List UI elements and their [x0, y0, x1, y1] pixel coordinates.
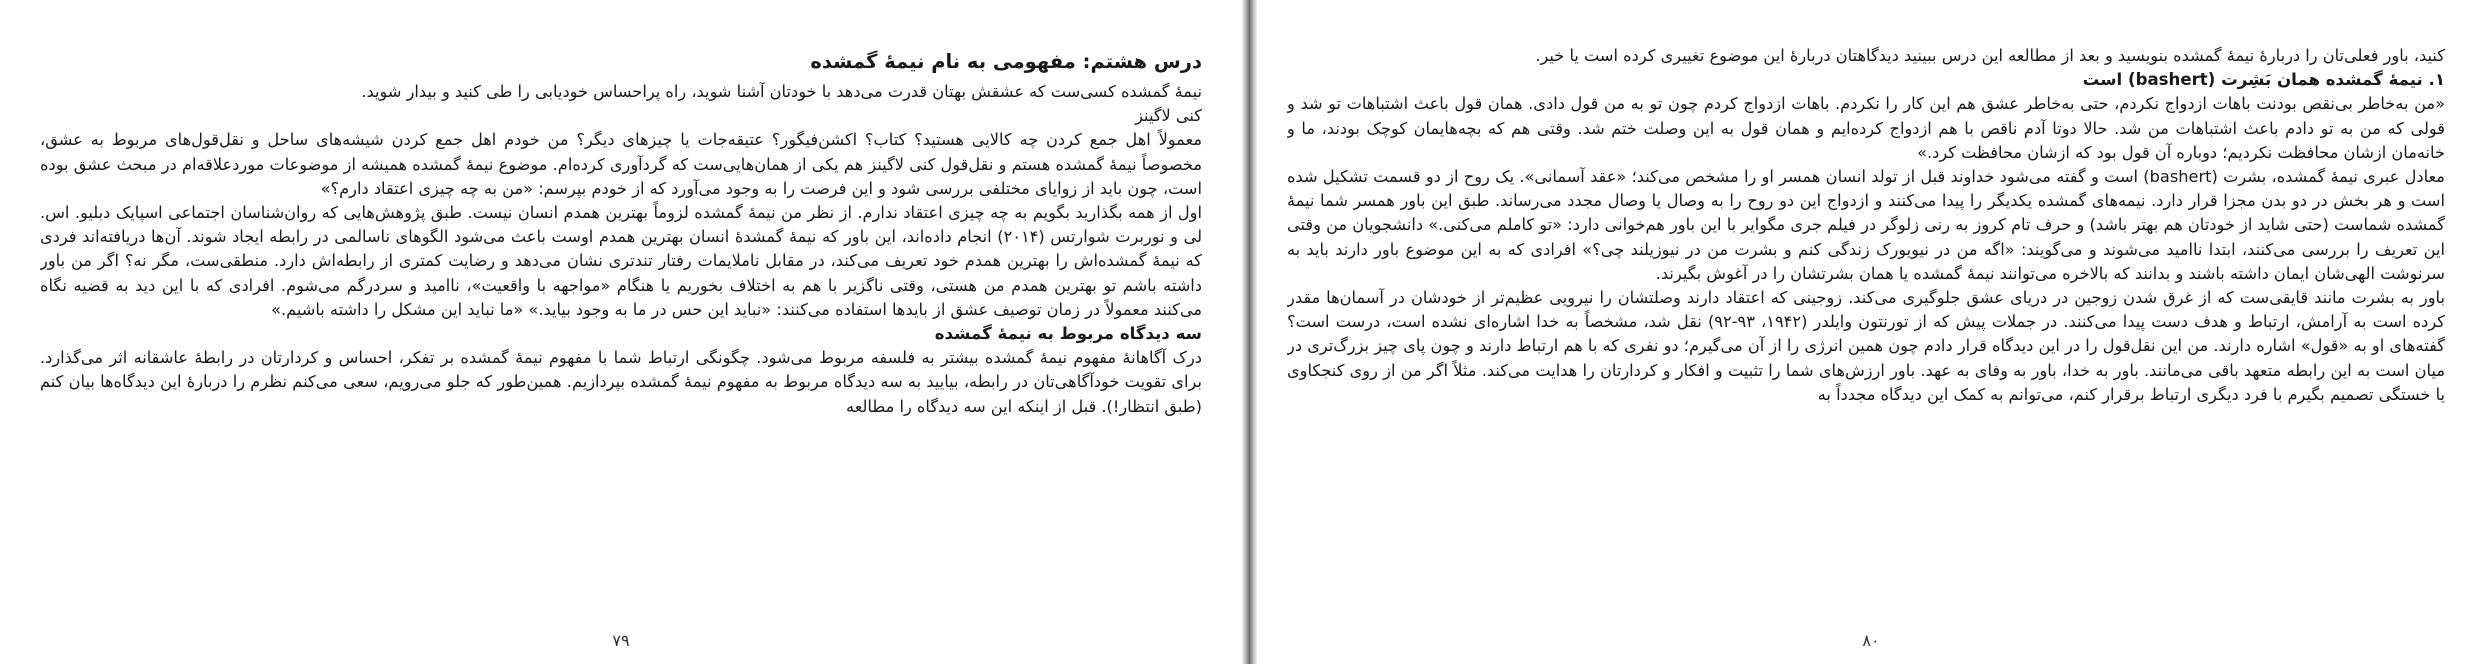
page-number: ۷۹ — [612, 631, 630, 650]
section-subheading: سه دیدگاه مربوط به نیمهٔ گمشده — [934, 324, 1202, 344]
body-paragraph: معمولاً اهل جمع کردن چه کالایی هستید؟ کتاب؟ اکشن‌فیگور؟ عتیقه‌جات یا چیزهای دیگر؟ من خودم اهل جمع کردن شیشه‌های ساحل و نقل‌قول‌های مربوط به عشق، مخصوصاً نیمهٔ گمشده هستم و نقل‌قول کنی لاگینز هم یکی از همان‌هایی‌ست که گردآوری کرده‌ام. موضوع نیمهٔ گمشده همیشه از موضوعات موردعلاقه‌ام در مبحث عشق بوده است، چون باید از زوایای مختلفی بررسی شود و این فرصت را به وجود می‌آورد که از خودم بپرسم: «من به چه چیزی اعتقاد دارم؟» — [40, 130, 1202, 198]
body-paragraph: «من به‌خاطر بی‌نقص بودنت باهات ازدواج نکردم، حتی به‌خاطر عشق هم این کار را نکردم. باهات ازدواج کردم چون تو به من قول دادی. همان قول باعث اشتباهات تو شد و قولی که من به تو دادم باعث اشتباهات من شد. حالا دوتا آدم ناقص با هم ازدواج کرده‌ایم و همان قول به این وصلت ختم شد. وقتی هم که بچه‌هایمان کوچک بودند، ما و خانه‌مان ازشان محافظت نکردیم؛ دوباره آن قول بود که ازشان محافظت کرد.» — [1287, 94, 2445, 162]
book-gutter — [1242, 0, 1257, 664]
page-79-text — [40, 48, 1202, 608]
lesson-title: درس هشتم: مفهومی به نام نیمهٔ گمشده — [810, 50, 1202, 73]
body-paragraph: باور به بشرت مانند قایقی‌ست که از غرق شدن زوجین در دریای عشق جلوگیری می‌کند. زوجینی که اعتقاد دارند وصلتشان را نیرویی عظیم‌تر از خودشان در آسمان‌ها مقدر کرده است به آرامش، ارتباط و هدف دست پیدا می‌کنند. در جملات پیش که از تورنتون وایلدر (۱۹۴۲، ۹۳-۹۲) نقل شد، مشخصاً به خدا اشاره‌ای نشده است، درست است؟ گفته‌های او به «قول» اشاره دارند. من این نقل‌قول را در این دیدگاه قرار دادم چون همین انرژی را از آن می‌گیرم؛ دو نفری که با هم ارتباط دارند و چون پای چیز بزرگ‌تری در میان است به این رابطه متعهد باقی می‌مانند. باور به خدا، باور به وفای به عهد. باور ارزش‌های شما را تثبیت و افکار و کردارتان را هدایت می‌کند. مثلاً اگر من از روی کنجکاوی یا خستگی تصمیم بگیرم با فرد دیگری ارتباط برقرار کنم، می‌توانم به کمک این دیدگاه مجدداً به — [1287, 288, 2445, 404]
page-80 — [1257, 0, 2485, 664]
page-79 — [0, 0, 1242, 664]
body-paragraph: کنید، باور فعلی‌تان را دربارهٔ نیمهٔ گمشده بنویسید و بعد از مطالعه این درس ببینید دیدگاهتان دربارهٔ این موضوع تغییری کرده است یا خیر. — [1535, 46, 2445, 65]
page-number: ۸۰ — [1862, 631, 1880, 650]
body-paragraph: معادل عبری نیمهٔ گمشده، بشرت (bashert) است و گفته می‌شود خداوند قبل از تولد انسان همسر او را مشخص می‌کند؛ «عقد آسمانی». یک روح از دو قسمت تشکیل شده است و هر بخش در دو بدن مجزا قرار دارد. نیمه‌های گمشده یکدیگر را پیدا می‌کنند و ازدواج این دو روح را به وصال یا وصال مجدد می‌رساند. طبق این باور همسر شما نیمهٔ گمشده شماست (حتی شاید از خودتان هم بهتر باشد) و حرف تام کروز به رنی زلوگر در فیلم جری مگوایر با این باور هم‌خوانی دارد: «تو کاملم می‌کنی.» دانشجویان من وقتی این تعریف را بررسی می‌کنند، ابتدا ناامید می‌شوند و می‌گویند: «اگه من در نیویورک زندگی کنم و بشرت من در نیوزیلند چی؟» افرادی که به این موضوع باور دارند باید به سرنوشت الهی‌شان ایمان داشته باشند و بدانند که بالاخره می‌توانند نیمهٔ گمشده یا همان بشرتشان را در آغوش بگیرند. — [1287, 167, 2445, 283]
section-heading: ۱. نیمهٔ گمشده همان بَشِرت (bashert) است — [2082, 70, 2445, 90]
epigraph-author: کنی لاگینز — [1135, 106, 1202, 126]
body-paragraph: درک آگاهانهٔ مفهوم نیمهٔ گمشده بیشتر به فلسفه مربوط می‌شود. چگونگی ارتباط شما با مفهوم نیمهٔ گمشده بر تفکر، احساس و کردارتان در رابطهٔ عاشقانه اثر می‌گذارد. برای تقویت خودآگاهی‌تان در رابطه، بیایید به سه دیدگاه مربوط به مفهوم نیمهٔ گمشده بپردازیم. همین‌طور که جلو می‌رویم، سعی می‌کنم نظرم را دربارهٔ این دیدگاه‌ها بیان کنم (طبق انتظار!). قبل از اینکه این سه دیدگاه را مطالعه — [40, 348, 1202, 416]
page-80-text — [1287, 44, 2445, 604]
epigraph-quote: نیمهٔ گمشده کسی‌ست که عشقش بهتان قدرت می‌دهد با خودتان آشنا شوید، راه پراحساس خودیابی را طی کنید و بیدار شوید. — [361, 82, 1202, 101]
body-paragraph: اول از همه بگذارید بگویم به چه چیزی اعتقاد ندارم. از نظر من نیمهٔ گمشده لزوماً بهترین همدم انسان نیست. طبق پژوهش‌هایی که روان‌شناسان اجتماعی اسپایک دبلیو. اس. لی و نوربرت شوارتس (۲۰۱۴) انجام داده‌اند، این باور که نیمهٔ گمشدهٔ انسان بهترین همدم اوست باعث می‌شود الگوهای ناسالمی در رابطه ایجاد شوند. آن‌ها دریافته‌اند فردی که نیمهٔ گمشده‌اش را بهترین همدم خود تعریف می‌کند، در مقابل ناملایمات رفتار تندتری نشان می‌دهد و رضایت کمتری از رابطه‌اش دارد. منطقی‌ست، مگر نه؟ اگر من باور داشته باشم تو بهترین همدم من هستی، وقتی ناگزیر با هم به اختلاف بخوریم یا هنگام «مواجهه با واقعیت»، ناامید و سردرگم می‌شوم. افرادی که با این دید به قضیه نگاه می‌کنند معمولاً در زمان توصیف عشق از بایدها استفاده می‌کنند: «نباید این حس در ما به وجود بیاید.» «ما نباید این مشکل را داشته باشیم.» — [40, 203, 1202, 319]
